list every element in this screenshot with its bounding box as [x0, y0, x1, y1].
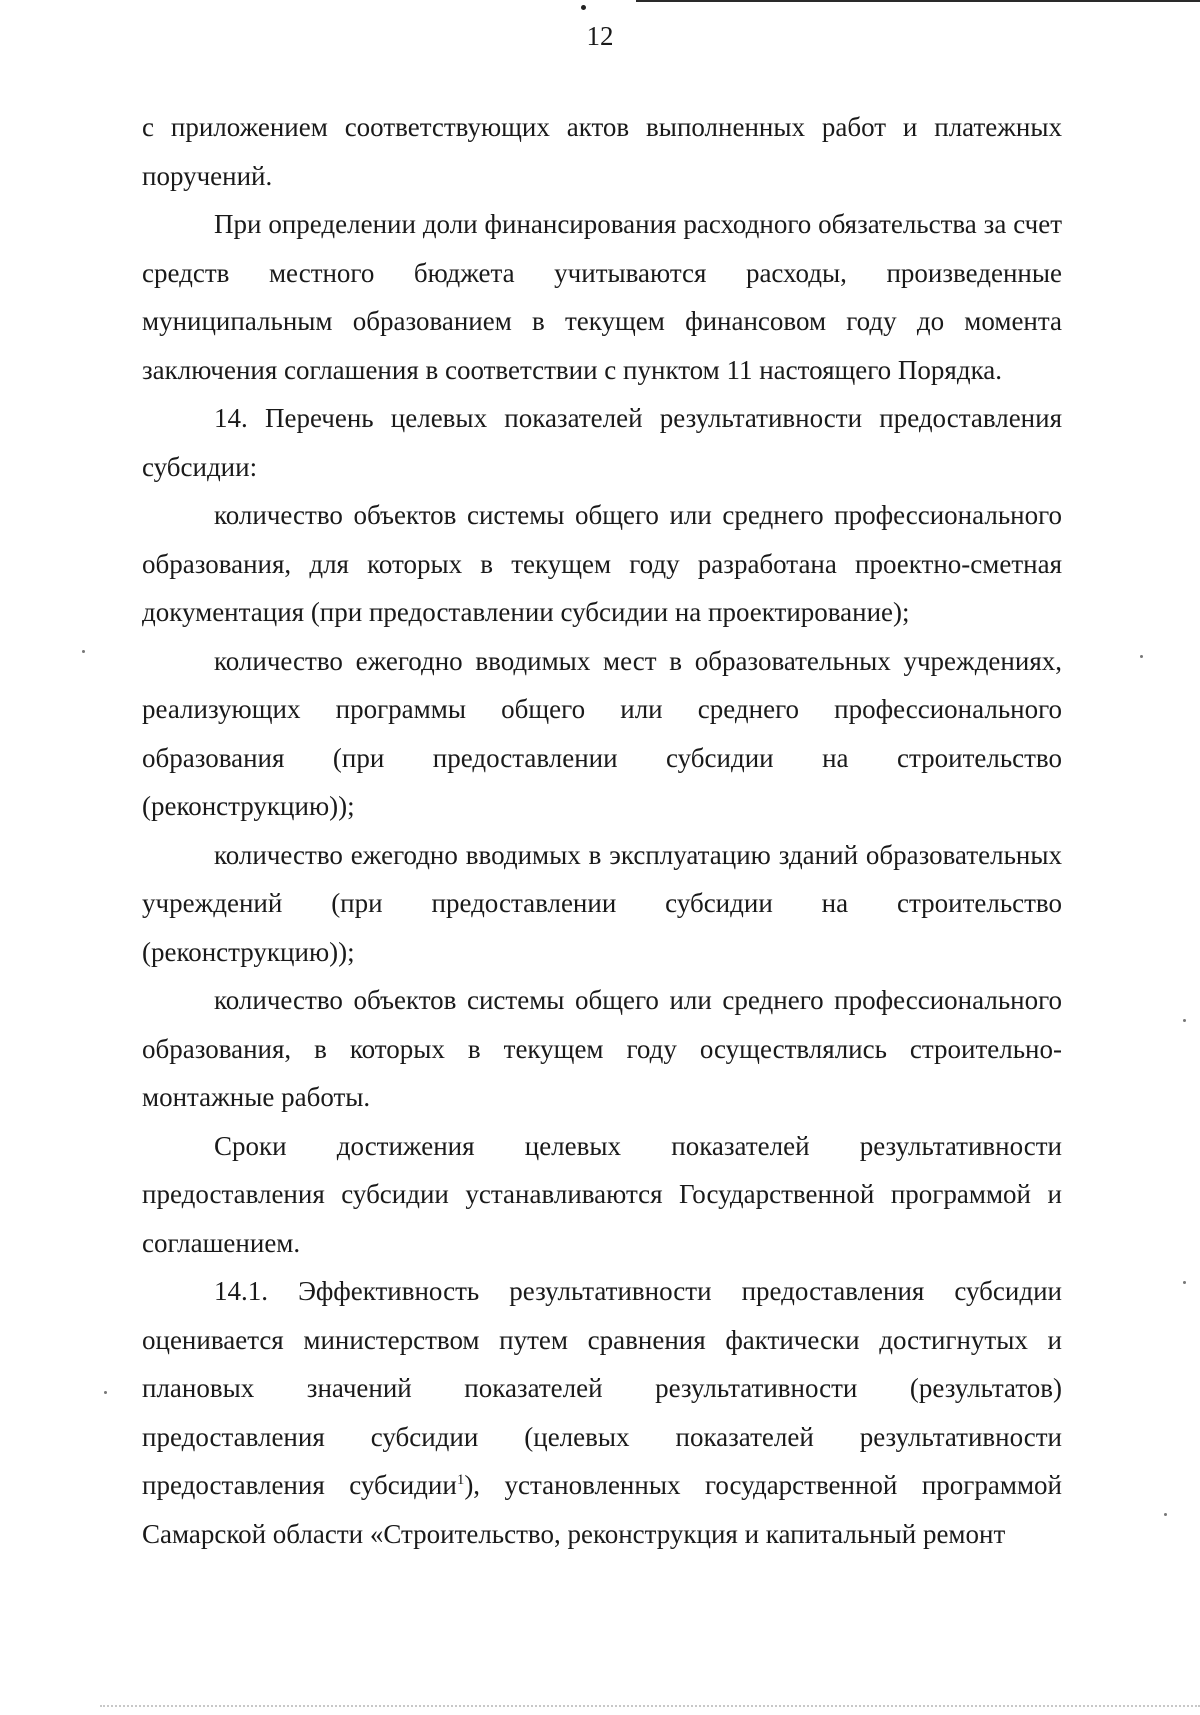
paragraph-item-14-1	[142, 1267, 1062, 1558]
scan-top-rule	[636, 0, 1200, 2]
page-number: 12	[586, 21, 614, 51]
paragraph-item-14-1-text-b: ), установленных государственной программой Самарской области «Строительство, реконструкция и капитальный ремонт	[142, 1470, 1062, 1549]
scan-bottom-edge	[100, 1705, 1200, 1709]
scan-speck	[1164, 1513, 1167, 1516]
paragraph-item-14: 14. Перечень целевых показателей результативности предоставления субсидии:	[142, 403, 1062, 482]
body-text	[142, 103, 1062, 1558]
indicator-buildings-commissioned: количество ежегодно вводимых в эксплуатацию зданий образовательных учреждений (при предоставлении субсидии на строительство (реконструкцию));	[142, 839, 1062, 967]
scan-speck	[1183, 1281, 1186, 1284]
scan-speck	[104, 1391, 107, 1394]
indicator-design-docs: количество объектов системы общего или среднего профессионального образования, для которых в текущем году разработана проектно-сметная документация (при предоставлении субсидии на проектирование);	[142, 500, 1062, 627]
scan-speck	[1183, 1019, 1186, 1022]
paragraph-deadlines: Сроки достижения целевых показателей результативности предоставления субсидии устанавливаются Государственной программой и соглашением.	[142, 1130, 1062, 1258]
scan-speck	[82, 650, 85, 653]
paragraph-continuation: с приложением соответствующих актов выполненных работ и платежных поручений.	[142, 112, 1062, 191]
scan-speck	[1140, 655, 1143, 658]
scan-dot	[581, 5, 586, 10]
footnote-mark: 1	[456, 1472, 465, 1488]
indicator-new-places: количество ежегодно вводимых мест в образовательных учреждениях, реализующих программы общего или среднего профессионального образования (при предоставлении субсидии на строительство (реконструкцию));	[142, 645, 1062, 821]
paragraph-budget-share: При определении доли финансирования расходного обязательства за счет средств местного бюджета учитываются расходы, произведенные муниципальным образованием в текущем финансовом году до момента заключения соглашения в соответствии с пунктом 11 настоящего Порядка.	[142, 209, 1062, 385]
paragraph-item-14-1-text-a: 14.1. Эффективность результативности предоставления субсидии оценивается министерством путем сравнения фактически достигнутых и плановых значений показателей результативности (результатов) предоставления субсидии (целевых показателей результативности предоставления субсидии	[142, 1276, 1062, 1500]
indicator-construction-works: количество объектов системы общего или среднего профессионального образования, в которых в текущем году осуществлялись строительно-монтажные работы.	[142, 985, 1062, 1112]
